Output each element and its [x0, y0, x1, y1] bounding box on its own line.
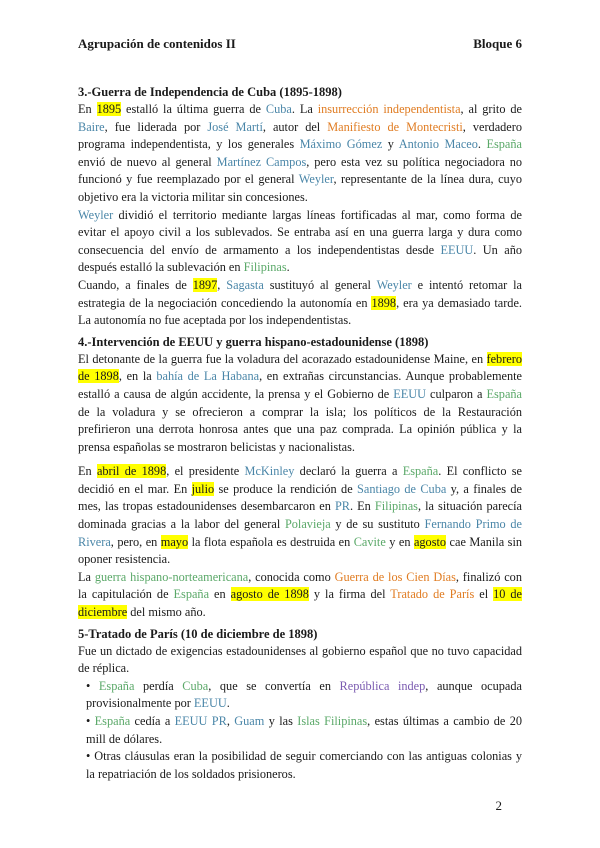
- text-run: se produce la rendición de: [214, 481, 358, 496]
- text-run: , fue liderada por: [104, 119, 208, 134]
- text-run: ,: [226, 714, 235, 728]
- text-run: , era ya demasiado tarde. La autonomía no fue aceptada por los independentistas.: [78, 295, 522, 328]
- text-run: y en: [385, 534, 414, 549]
- bullet-item: [78, 748, 522, 783]
- colored-term: Cuba: [265, 102, 292, 116]
- text-run: de la voladura y se ofrecieron a comprar la isla; los políticos de la Restauración prefirieron una derrota honrosa antes que una paz comprada. La opinión pública y la prensa españolas se mostraron belicistas y nacionalistas.: [78, 404, 522, 454]
- text-run: el: [474, 587, 494, 602]
- text-run: culparon a: [426, 386, 487, 401]
- highlighted-text: 1897: [192, 277, 218, 292]
- text-run: cedía a: [130, 714, 175, 728]
- text-run: , que se convertía en: [208, 678, 340, 693]
- text-run: dividió el territorio mediante largas líneas fortificadas al mar, como forma de evitar el apoyo civil a los sublevados. Se entraba así en una guerra larga y dura como consecuencia del envío de armamento a los independentistas desde: [78, 207, 522, 257]
- text-run: • Otras cláusulas eran la posibilidad de seguir comerciando con las antiguas colonias y la repatriación de los soldados prisioneros.: [86, 749, 522, 781]
- text-run: envió de nuevo al general: [78, 154, 217, 169]
- section: [78, 334, 522, 622]
- colored-term: EEUU: [193, 696, 227, 711]
- text-run: , finalizó con la capitulación de: [78, 569, 522, 602]
- text-run: y la firma del: [308, 587, 391, 602]
- text-run: , en extrañas circunstancias. Aunque probablemente estalló a causa de algún accidente, la prensa y el Gobierno de: [78, 369, 522, 401]
- colored-term: Santiago de Cuba: [357, 481, 447, 496]
- section-heading: 4.-Intervención de EEUU y guerra hispano-estadounidense (1898): [78, 334, 429, 349]
- colored-term: Manifiesto de Montecristi: [327, 119, 463, 134]
- colored-term: Sagasta: [226, 277, 264, 292]
- text-run: .: [226, 696, 230, 711]
- colored-term: bahía de La Habana: [156, 369, 260, 384]
- highlighted-text: 10 de diciembre: [78, 587, 522, 620]
- text-run: , conocida como: [248, 569, 335, 584]
- text-run: , autor del: [262, 119, 328, 134]
- highlighted-text: agosto de 1898: [230, 587, 309, 602]
- paragraph: [78, 463, 522, 569]
- text-run: y de su sustituto: [330, 517, 425, 532]
- text-run: , pero, en: [110, 534, 161, 549]
- highlighted-text: febrero de 1898: [78, 351, 522, 384]
- colored-term: EEUU PR: [174, 714, 227, 728]
- text-run: , aunque ocupada provisionalmente por: [86, 678, 522, 711]
- document-body: [78, 84, 522, 783]
- highlighted-text: agosto: [413, 534, 447, 549]
- text-run: . La: [291, 102, 318, 116]
- text-run: perdía: [134, 678, 183, 693]
- paragraph: [78, 643, 522, 678]
- text-run: ,: [217, 277, 227, 292]
- colored-term: Martínez Campos: [216, 154, 307, 169]
- paragraph: [78, 207, 522, 277]
- bullet-item: [78, 713, 522, 748]
- colored-term: Guerra de los Cien Días: [334, 569, 456, 584]
- bullet-item: [78, 678, 522, 713]
- text-run: En: [78, 102, 97, 116]
- text-run: y las: [264, 714, 298, 728]
- text-run: Cuando, a finales de: [78, 277, 193, 292]
- colored-term: Weyler: [78, 207, 114, 222]
- colored-term: Guam: [234, 714, 265, 728]
- colored-term: insurrección independentista: [317, 102, 461, 116]
- paragraph: [78, 351, 522, 457]
- text-run: cae Manila sin oponer resistencia.: [78, 534, 523, 567]
- colored-term: España: [486, 137, 522, 152]
- text-run: , representante de la línea dura, cuyo objetivo era la victoria militar sin concesiones.: [78, 172, 522, 204]
- colored-term: Máximo Gómez: [299, 137, 383, 152]
- highlighted-text: mayo: [160, 534, 189, 549]
- text-run: , pero esta vez su política negociadora no funcionó y fue reemplazado por el general: [78, 154, 523, 187]
- text-run: del mismo año.: [127, 605, 206, 620]
- section: [78, 626, 522, 784]
- text-run: declaró la guerra a: [294, 464, 403, 479]
- header-right-title: Bloque 6: [473, 36, 522, 51]
- text-run: •: [86, 714, 95, 728]
- text-run: En: [78, 464, 97, 479]
- colored-term: Weyler: [298, 172, 334, 187]
- text-run: . El conflicto se decidió en el mar. En: [78, 464, 522, 496]
- section: [78, 84, 522, 330]
- page-number: 2: [495, 798, 502, 813]
- colored-term: Cuba: [182, 678, 209, 693]
- colored-term: EEUU: [393, 386, 427, 401]
- text-run: sustituyó al general: [263, 277, 377, 292]
- colored-term: España: [98, 678, 135, 693]
- text-run: estalló la última guerra de: [121, 102, 266, 116]
- text-run: y: [382, 137, 399, 152]
- paragraph: [78, 101, 522, 207]
- text-run: , en la: [118, 369, 157, 384]
- colored-term: Tratado de París: [390, 587, 475, 602]
- highlighted-text: 1898: [371, 295, 397, 310]
- text-run: •: [86, 678, 99, 693]
- colored-term: Cavite: [353, 534, 386, 549]
- colored-term: España: [94, 714, 131, 728]
- header-left-title: Agrupación de contenidos II: [78, 36, 236, 51]
- section-heading: 3.-Guerra de Independencia de Cuba (1895-1898): [78, 85, 342, 99]
- highlighted-text: julio: [191, 481, 215, 496]
- colored-term: Weyler: [376, 277, 412, 292]
- highlighted-text: 1895: [96, 102, 122, 116]
- text-run: , verdadero programa independentista, y los generales: [78, 119, 523, 152]
- text-run: El detonante de la guerra fue la voladura del acorazado estadounidense Maine, en: [78, 351, 487, 366]
- text-run: . Un año después estalló la sublevación en: [78, 242, 522, 275]
- colored-term: Filipinas: [374, 499, 418, 514]
- colored-term: Antonio Maceo: [398, 137, 478, 152]
- colored-term: EEUU: [440, 242, 474, 257]
- highlighted-text: abril de 1898: [96, 464, 167, 479]
- colored-term: Fernando Primo de Rivera: [78, 517, 523, 549]
- text-run: La: [78, 569, 95, 584]
- colored-term: PR: [334, 499, 351, 514]
- text-run: y, a finales de mes, las tropas estadounidenses desembarcaron en: [78, 481, 522, 514]
- colored-term: Filipinas: [243, 260, 287, 275]
- paragraph: [78, 277, 522, 330]
- colored-term: España: [173, 587, 210, 602]
- text-run: . En: [350, 499, 375, 514]
- colored-term: Polavieja: [284, 517, 331, 532]
- colored-term: República indep: [339, 678, 426, 693]
- text-run: , al grito de: [460, 102, 522, 116]
- colored-term: McKinley: [244, 464, 295, 479]
- paragraph: [78, 569, 522, 622]
- text-run: Fue un dictado de exigencias estadounidenses al gobierno español que no tuvo capacidad de réplica.: [78, 643, 522, 676]
- colored-term: guerra hispano-norteamericana: [94, 569, 249, 584]
- colored-term: España: [402, 464, 439, 479]
- colored-term: Islas Filipinas: [297, 714, 368, 728]
- colored-term: España: [486, 386, 523, 401]
- text-run: .: [286, 260, 290, 275]
- text-run: la flota española es destruida en: [188, 534, 354, 549]
- text-run: , el presidente: [166, 464, 245, 479]
- text-run: .: [477, 137, 487, 152]
- text-run: en: [209, 587, 231, 602]
- colored-term: Baire: [78, 119, 105, 134]
- section-heading: 5-Tratado de París (10 de diciembre de 1898): [78, 626, 318, 641]
- text-run: e intentó retomar la estrategia de la negociación concediendo la autonomía en: [78, 277, 523, 310]
- text-run: , la situación parecía dominada gracias a la labor del general: [78, 499, 523, 532]
- colored-term: José Martí: [207, 119, 263, 134]
- text-run: , estas últimas a cambio de 20 mill de dólares.: [86, 714, 523, 746]
